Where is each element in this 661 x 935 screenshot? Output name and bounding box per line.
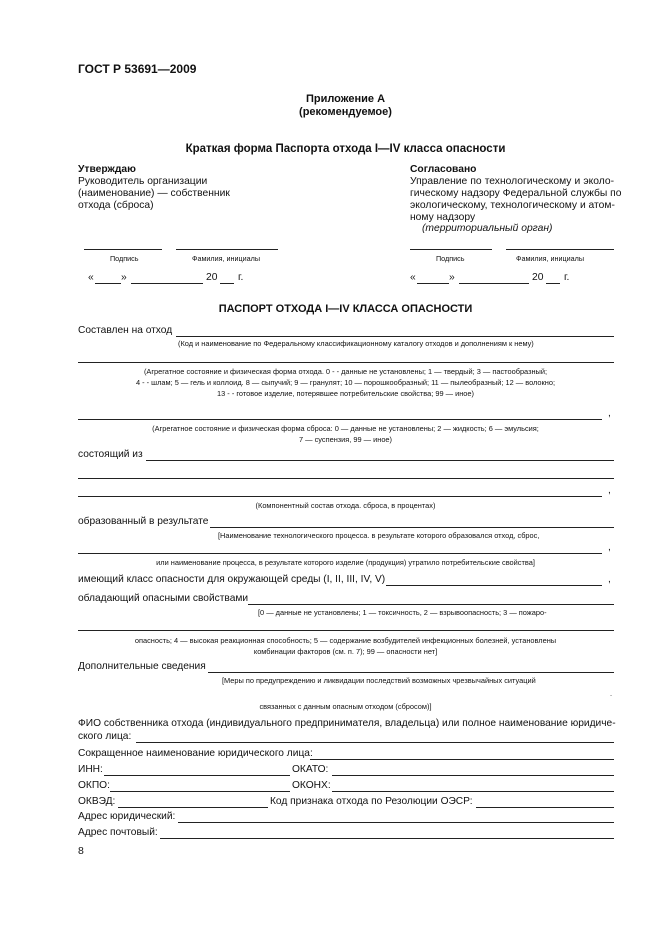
approve-date-close: » bbox=[121, 272, 127, 283]
legal-address-line bbox=[178, 822, 614, 823]
discharge-comma: , bbox=[608, 408, 611, 419]
inn-line bbox=[104, 775, 290, 776]
properties-label: обладающий опасными свойствами bbox=[78, 593, 249, 604]
short-name-line bbox=[310, 759, 614, 760]
inn-label: ИНН: bbox=[78, 764, 103, 775]
agree-date-year-line bbox=[546, 283, 560, 284]
composition-comma: , bbox=[608, 485, 611, 496]
postal-address-label: Адрес почтовый: bbox=[78, 827, 158, 838]
agree-line-4: ному надзору bbox=[410, 212, 476, 223]
agree-line-2: гическому надзору Федеральной службы по bbox=[410, 188, 622, 199]
appendix-subtitle: (рекомендуемое) bbox=[299, 106, 392, 118]
okpo-label: ОКПО: bbox=[78, 780, 110, 791]
approve-line-3: отхода (сброса) bbox=[78, 200, 154, 211]
agree-date-close: » bbox=[449, 272, 455, 283]
consisting-of-line-1 bbox=[146, 460, 614, 461]
discharge-hint-2: 7 — суспензия, 99 — иное) bbox=[298, 435, 393, 444]
owner-label-1: ФИО собственника отхода (индивидуального предпринимателя, владельца) или полное наименование юридиче- bbox=[78, 718, 616, 729]
oecd-code-line bbox=[476, 807, 614, 808]
owner-line bbox=[136, 742, 614, 743]
agree-name-line bbox=[506, 249, 614, 250]
okonh-line bbox=[332, 791, 614, 792]
process-hint-2: или наименование процесса, в результате которого изделие (продукция) утратило потребительские свойства] bbox=[156, 558, 535, 567]
properties-line bbox=[248, 604, 614, 605]
properties-hint-1: [0 — данные не установлены; 1 — токсичность, 2 — взрывоопасность; 3 — пожаро- bbox=[258, 608, 547, 617]
approve-name-label: Фамилия, инициалы bbox=[192, 254, 261, 263]
document-code: ГОСТ Р 53691—2009 bbox=[78, 62, 197, 76]
agree-line-1: Управление по технологическому и эколо- bbox=[410, 176, 614, 187]
state-line bbox=[78, 362, 614, 363]
additional-label: Дополнительные сведения bbox=[78, 661, 206, 672]
properties-hint-3: комбинации факторов (см. п. 7); 99 — опасности нет] bbox=[253, 647, 438, 656]
consisting-of-label: состоящий из bbox=[78, 449, 143, 460]
hazard-class-line bbox=[386, 585, 602, 586]
formed-by-label: образованный в результате bbox=[78, 516, 209, 527]
state-hint-3: 13 - - готовое изделие, потерявшее потребительские свойства; 99 — иное) bbox=[217, 389, 474, 398]
compiled-for-line bbox=[176, 336, 614, 337]
approve-date-year: 20 bbox=[206, 272, 218, 283]
hazard-class-comma: , bbox=[608, 574, 611, 585]
legal-address-label: Адрес юридический: bbox=[78, 811, 176, 822]
additional-hint-1: [Меры по предупреждению и ликвидации последствий возможных чрезвычайных ситуаций bbox=[222, 676, 536, 685]
properties-hint-2: опасность; 4 — высокая реакционная способность; 5 — содержание возбудителей инфекционных болезней, установлены bbox=[134, 636, 557, 645]
approve-date-suffix: г. bbox=[238, 272, 244, 283]
approve-signature-label: Подпись bbox=[110, 254, 139, 263]
hazard-class-label: имеющий класс опасности для окружающей среды (I, II, III, IV, V) bbox=[78, 574, 386, 585]
okved-line bbox=[118, 807, 268, 808]
properties-line-2 bbox=[78, 630, 614, 631]
consisting-of-line-2 bbox=[78, 478, 614, 479]
agree-name-label: Фамилия, инициалы bbox=[516, 254, 585, 263]
process-comma: , bbox=[608, 542, 611, 553]
composition-hint: (Компонентный состав отхода. сброса, в процентах) bbox=[255, 501, 436, 510]
state-hint-2: 4 - - шлам; 5 — гель и коллоид. 8 — сыпучий; 9 — гранулят; 10 — порошкообразный; 11 — пылеобразный; 12 — волокно; bbox=[135, 378, 556, 387]
agree-line-3: экологическому, технологическому и атом- bbox=[410, 200, 615, 211]
process-hint-1: [Наименование технологического процесса. в результате которого образовался отход, сброс, bbox=[218, 531, 540, 540]
agree-signature-label: Подпись bbox=[436, 254, 465, 263]
appendix-title: Приложение А bbox=[305, 93, 386, 105]
postal-address-line bbox=[160, 838, 614, 839]
owner-label-2: ского лица: bbox=[78, 731, 132, 742]
approve-line-1: Руководитель организации bbox=[78, 176, 208, 187]
state-hint-1: (Агрегатное состояние и физическая форма отхода. 0 - - данные не установлены; 1 — твердый; 3 — пастообразный; bbox=[143, 367, 548, 376]
approve-date-month-line bbox=[131, 283, 203, 284]
agree-signature-line bbox=[410, 249, 492, 250]
agree-heading: Согласовано bbox=[410, 164, 477, 175]
compiled-for-label: Составлен на отход bbox=[78, 325, 173, 336]
approve-date-open: « bbox=[88, 272, 94, 283]
page-number: 8 bbox=[78, 845, 84, 857]
approve-line-2: (наименование) — собственник bbox=[78, 188, 230, 199]
agree-date-day-line bbox=[417, 283, 449, 284]
approve-heading: Утверждаю bbox=[78, 164, 136, 175]
okpo-line bbox=[110, 791, 290, 792]
agree-territorial: (территориальный орган) bbox=[422, 223, 553, 234]
okato-label: ОКАТО: bbox=[292, 764, 329, 775]
approve-date-day-line bbox=[95, 283, 121, 284]
okved-label: ОКВЭД: bbox=[78, 796, 116, 807]
consisting-of-line-3 bbox=[78, 496, 602, 497]
formed-by-line bbox=[210, 527, 614, 528]
passport-title: ПАСПОРТ ОТХОДА I—IV КЛАССА ОПАСНОСТИ bbox=[218, 303, 473, 315]
agree-date-suffix: г. bbox=[564, 272, 570, 283]
oecd-code-label: Код признака отхода по Резолюции ОЭСР: bbox=[270, 796, 473, 807]
approve-name-line bbox=[176, 249, 278, 250]
additional-dot: . bbox=[610, 689, 613, 698]
discharge-line bbox=[78, 419, 602, 420]
form-title: Краткая форма Паспорта отхода I—IV класса опасности bbox=[185, 143, 506, 155]
okato-line bbox=[332, 775, 614, 776]
additional-hint-2: связанных с данным опасным отходом (сбросом)] bbox=[259, 702, 432, 711]
okonh-label: ОКОНХ: bbox=[292, 780, 331, 791]
approve-date-year-line bbox=[220, 283, 234, 284]
process-line bbox=[78, 553, 602, 554]
agree-date-open: « bbox=[410, 272, 416, 283]
code-hint: (Код и наименование по Федеральному классификационному каталогу отходов и дополнениям к нему) bbox=[178, 339, 534, 348]
short-name-label: Сокращенное наименование юридического лица: bbox=[78, 748, 313, 759]
additional-line bbox=[208, 672, 614, 673]
agree-date-month-line bbox=[459, 283, 529, 284]
approve-signature-line bbox=[84, 249, 162, 250]
agree-date-year: 20 bbox=[532, 272, 544, 283]
discharge-hint-1: (Агрегатное состояние и физическая форма сброса: 0 — данные не установлены; 2 — жидкость; 6 — эмульсия; bbox=[152, 424, 539, 433]
